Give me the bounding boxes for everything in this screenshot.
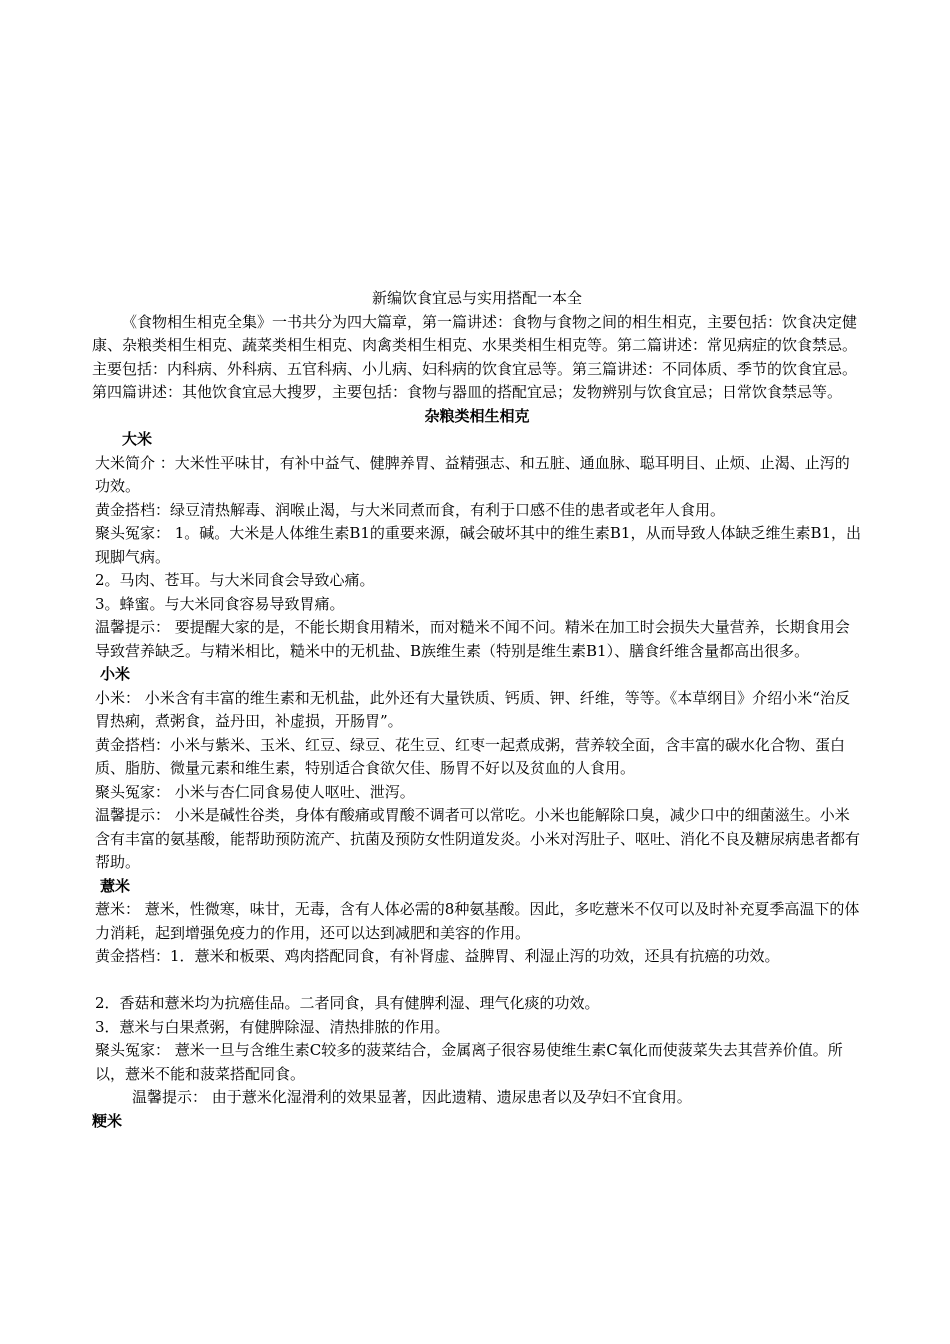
yimi-golden: 黄金搭档：1．薏米和板栗、鸡肉搭配同食，有补肾虚、益脾胃、利湿止泻的功效，还具有抗癌的功效。 [95, 947, 780, 965]
section-title: 杂粮类相生相克 [424, 406, 530, 425]
millet-golden: 黄金搭档：小米与紫米、玉米、红豆、绿豆、花生豆、红枣一起煮成粥，营养较全面，含丰富的碳水化合物、蛋白质、脂肪、微量元素和维生素，特别适合食欲欠佳、肠胃不好以及贫血的人食用。 [95, 735, 846, 777]
yimi-enemy: 聚头冤家： 薏米一旦与含维生素C较多的菠菜结合，金属离子很容易使维生素C氧化而使菠菜失去其营养价值。所以，薏米不能和菠菜搭配同食。 [95, 1041, 843, 1083]
yimi-golden-3: 3．薏米与白果煮粥，有健脾除湿、清热排脓的作用。 [95, 1017, 450, 1036]
rice-enemy-3: 3。蜂蜜。与大米同食容易导致胃痛。 [95, 594, 345, 613]
millet-heading: 小米 [100, 665, 131, 683]
page-title: 新编饮食宜忌与实用搭配一本全 [371, 289, 582, 307]
millet-tip: 温馨提示： 小米是碱性谷类，身体有酸痛或胃酸不调者可以常吃。小米也能解除口臭，减少口中的细菌滋生。小米含有丰富的氨基酸，能帮助预防流产、抗菌及预防女性阴道发炎。小米对泻肚子、呕吐、消化不良及糖尿病患者都有帮助。 [95, 806, 861, 871]
rice-heading: 大米 [122, 430, 153, 448]
document-page [92, 287, 862, 1133]
jingmi-heading: 粳米 [92, 1111, 123, 1130]
intro-paragraph: 《食物相生相克全集》一书共分为四大篇章，第一篇讲述：食物与食物之间的相生相克，主要包括：饮食决定健康、杂粮类相生相克、蔬菜类相生相克、肉禽类相生相克、水果类相生相克等。第二篇讲述：常见病症的饮食禁忌。主要包括：内科病、外科病、五官科病、小儿病、妇科病的饮食宜忌等。第三篇讲述：不同体质、季节的饮食宜忌。第四篇讲述：其他饮食宜忌大搜罗，主要包括：食物与器皿的搭配宜忌；发物辨别与饮食宜忌；日常饮食禁忌等。 [92, 312, 858, 401]
yimi-intro: 薏米： 薏米，性微寒，味甘，无毒，含有人体必需的8种氨基酸。因此，多吃薏米不仅可以及时补充夏季高温下的体力消耗，起到增强免疫力的作用，还可以达到减肥和美容的作用。 [95, 900, 860, 942]
rice-intro: 大米简介 ：大米性平味甘，有补中益气、健脾养胃、益精强志、和五脏、通血脉、聪耳明目、止烦、止渴、止泻的功效。 [95, 453, 850, 495]
rice-golden: 黄金搭档：绿豆清热解毒、润喉止渴，与大米同煮而食，有利于口感不佳的患者或老年人食用。 [95, 500, 726, 519]
blank-line [92, 969, 862, 993]
millet-enemy: 聚头冤家： 小米与杏仁同食易使人呕吐、泄泻。 [95, 782, 415, 801]
rice-enemy-2: 2。马肉、苍耳。与大米同食会导致心痛。 [95, 571, 375, 589]
rice-tip: 温馨提示： 要提醒大家的是，不能长期食用精米，而对糙米不闻不问。精米在加工时会损失大量营养，长期食用会导致营养缺乏。与精米相比，糙米中的无机盐、B族维生素（特别是维生素B1）、膳食纤维含量都高出很多。 [95, 618, 850, 660]
yimi-tip: 温馨提示： 由于薏米化湿滑利的效果显著，因此遗精、遗尿患者以及孕妇不宜食用。 [132, 1088, 692, 1106]
yimi-heading: 薏米 [100, 876, 131, 895]
millet-intro: 小米： 小米含有丰富的维生素和无机盐，此外还有大量铁质、钙质、钾、纤维，等等。《本草纲目》介绍小米“治反胃热痢，煮粥食，益丹田，补虚损，开肠胃”。 [95, 688, 850, 730]
yimi-golden-2: 2．香菇和薏米均为抗癌佳品。二者同食，具有健脾利湿、理气化痰的功效。 [95, 994, 600, 1012]
rice-enemy: 聚头冤家： 1。碱。大米是人体维生素B1的重要来源，碱会破坏其中的维生素B1，从而导致人体缺乏维生素B1，出现脚气病。 [95, 524, 862, 566]
